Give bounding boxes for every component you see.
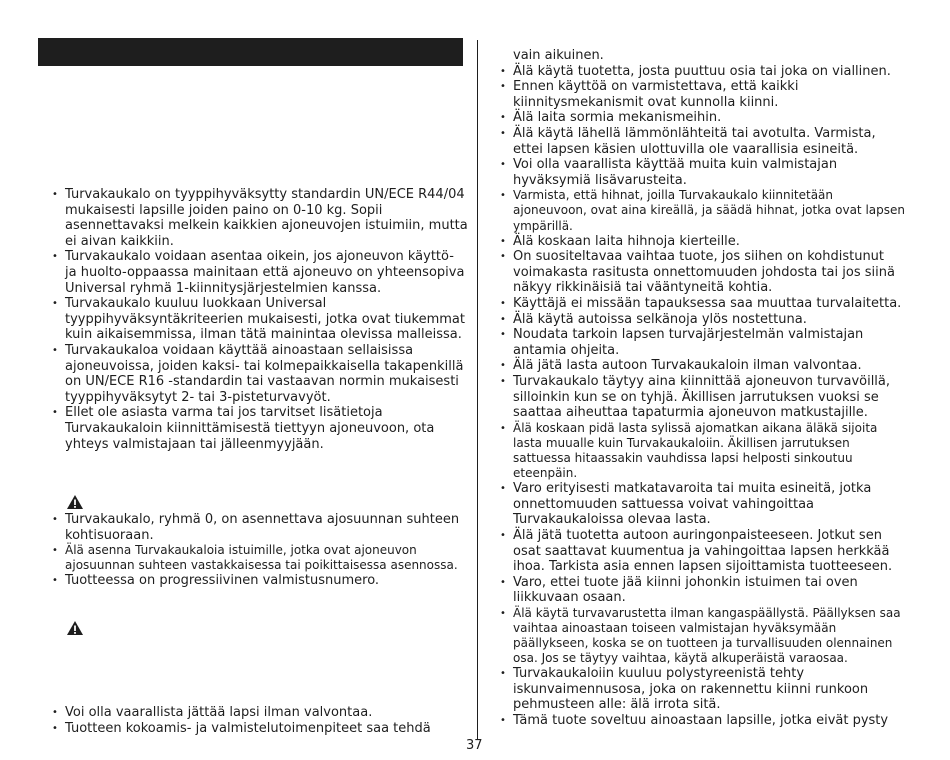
list-item: • Älä laita sormia mekanismeihin. — [499, 110, 909, 126]
section-header-bar — [38, 38, 463, 66]
list-item: • Turvakaukaloiin kuuluu polystyreenistä tehty iskunvaimennusosa, joka on rakennettu kiinni runkoon pehmusteen alle: älä irrota sitä. — [499, 666, 909, 713]
list-item: • On suositeltavaa vaihtaa tuote, jos siihen on kohdistunut voimakasta rasitusta onnettomuuden johdosta tai jos siinä näkyy rikkinäisiä tai vääntyneitä kohtia. — [499, 249, 909, 296]
list-item: • Tuotteessa on progressiivinen valmistusnumero. — [51, 573, 469, 589]
list-item: • Älä käytä autoissa selkänoja ylös nostettuna. — [499, 312, 909, 328]
left-list-general — [51, 187, 469, 452]
column-divider — [477, 40, 478, 740]
list-item: • Voi olla vaarallista jättää lapsi ilman valvontaa. — [51, 705, 469, 721]
list-item: • Ellet ole asiasta varma tai jos tarvitset lisätietoja Turvakaukaloin kiinnittämisestä tiettyyn ajoneuvoon, ota yhteys valmistajaan tai jälleenmyyjään. — [51, 405, 469, 452]
list-item: • Turvakaukalo voidaan asentaa oikein, jos ajoneuvon käyttö- ja huolto-oppaassa mainitaan että ajoneuvo on yhteensopiva Universal ryhmä 1-kiinnitysjärjestelmien kanssa. — [51, 249, 469, 296]
list-item: • Varmista, että hihnat, joilla Turvakaukalo kiinnitetään ajoneuvoon, ovat aina kireällä, ja säädä hihnat, jotka ovat lapsen ympärillä. — [499, 188, 909, 233]
list-item: • Varo erityisesti matkatavaroita tai muita esineitä, jotka onnettomuuden sattuessa voivat vahingoittaa Turvakaukaloissa olevaa lasta. — [499, 481, 909, 528]
list-item: • Turvakaukaloa voidaan käyttää ainoastaan sellaisissa ajoneuvoissa, joiden kaksi- tai kolmepaikkaisella takapenkillä on UN/ECE R16 -standardin tai vastaavan normin mukaisesti tyyppihyväksytyt 2- tai 3-pisteturvavyöt. — [51, 343, 469, 405]
list-item: • Älä jätä lasta autoon Turvakaukaloin ilman valvontaa. — [499, 358, 909, 374]
list-item: • Ennen käyttöä on varmistettava, että kaikki kiinnitysmekanismit ovat kunnolla kiinni. — [499, 79, 909, 110]
list-item: • Älä käytä turvavarustetta ilman kangaspäällystä. Päällyksen saa vaihtaa ainoastaan toiseen valmistajan hyväksymään päällykseen, koska se on tuotteen ja turvallisuuden olennainen osa. Jos se täytyy vaihtaa, käytä alkuperäistä varaosaa. — [499, 606, 909, 666]
list-item: • Älä jätä tuotetta autoon auringonpaisteeseen. Jotkut sen osat saattavat kuumentua ja vahingoittaa lapsen herkkää ihoa. Tarkista asia ennen lapsen sijoittamista tuotteeseen. — [499, 528, 909, 575]
list-item: • Älä koskaan laita hihnoja kierteille. — [499, 234, 909, 250]
list-item: • Noudata tarkoin lapsen turvajärjestelmän valmistajan antamia ohjeita. — [499, 327, 909, 358]
list-item: • Älä käytä lähellä lämmönlähteitä tai avotulta. Varmista, ettei lapsen käsien ulottuvilla ole vaarallisia esineitä. — [499, 126, 909, 157]
right-list-warnings — [499, 48, 909, 729]
warning-triangle-icon — [66, 494, 84, 510]
list-item: • Älä käytä tuotetta, josta puuttuu osia tai joka on viallinen. — [499, 64, 909, 80]
page-number: 37 — [466, 738, 483, 753]
list-item: • Tämä tuote soveltuu ainoastaan lapsille, jotka eivät pysty — [499, 713, 909, 729]
list-item-continuation: vain aikuinen. — [513, 48, 604, 63]
list-item: • Älä koskaan pidä lasta sylissä ajomatkan aikana äläkä sijoita lasta muualle kuin Turvakaukaloiin. Äkillisen jarrutuksen sattuessa hitaassakin vauhdissa lapsi helposti sinkoutuu eteenpäin. — [499, 421, 909, 481]
list-item: • Älä asenna Turvakaukaloia istuimille, jotka ovat ajoneuvon ajosuunnan suhteen vastakkaisessa tai poikittaisessa asennossa. — [51, 543, 469, 573]
list-item: • Turvakaukalo on tyyppihyväksytty standardin UN/ECE R44/04 mukaisesti lapsille joiden paino on 0-10 kg. Sopii asennettavaksi melkein kaikkien ajoneuvojen istuimiin, mutta ei aivan kaikkiin. — [51, 187, 469, 249]
list-item: • Turvakaukalo, ryhmä 0, on asennettava ajosuunnan suhteen kohtisuoraan. — [51, 512, 469, 543]
list-item: • Turvakaukalo kuuluu luokkaan Universal tyyppihyväksyntäkriteerien mukaisesti, jotka ovat tiukemmat kuin aikaisemmissa, ilman tätä mainintaa olevissa malleissa. — [51, 296, 469, 343]
list-item: • Turvakaukalo täytyy aina kiinnittää ajoneuvon turvavöillä, silloinkin kun se on tyhjä. Äkillisen jarrutuksen vuoksi se saattaa aiheuttaa tapaturmia ajoneuvon matkustajille. — [499, 374, 909, 421]
list-item: • Käyttäjä ei missään tapauksessa saa muuttaa turvalaitetta. — [499, 296, 909, 312]
list-item: • Varo, ettei tuote jää kiinni johonkin istuimen tai oven liikkuvaan osaan. — [499, 575, 909, 606]
list-item: • Tuotteen kokoamis- ja valmistelutoimenpiteet saa tehdä — [51, 721, 469, 737]
left-list-installation — [51, 512, 469, 589]
list-item: • Voi olla vaarallista käyttää muita kuin valmistajan hyväksymiä lisävarusteita. — [499, 157, 909, 188]
warning-triangle-icon — [66, 620, 84, 636]
left-list-warnings — [51, 705, 469, 736]
